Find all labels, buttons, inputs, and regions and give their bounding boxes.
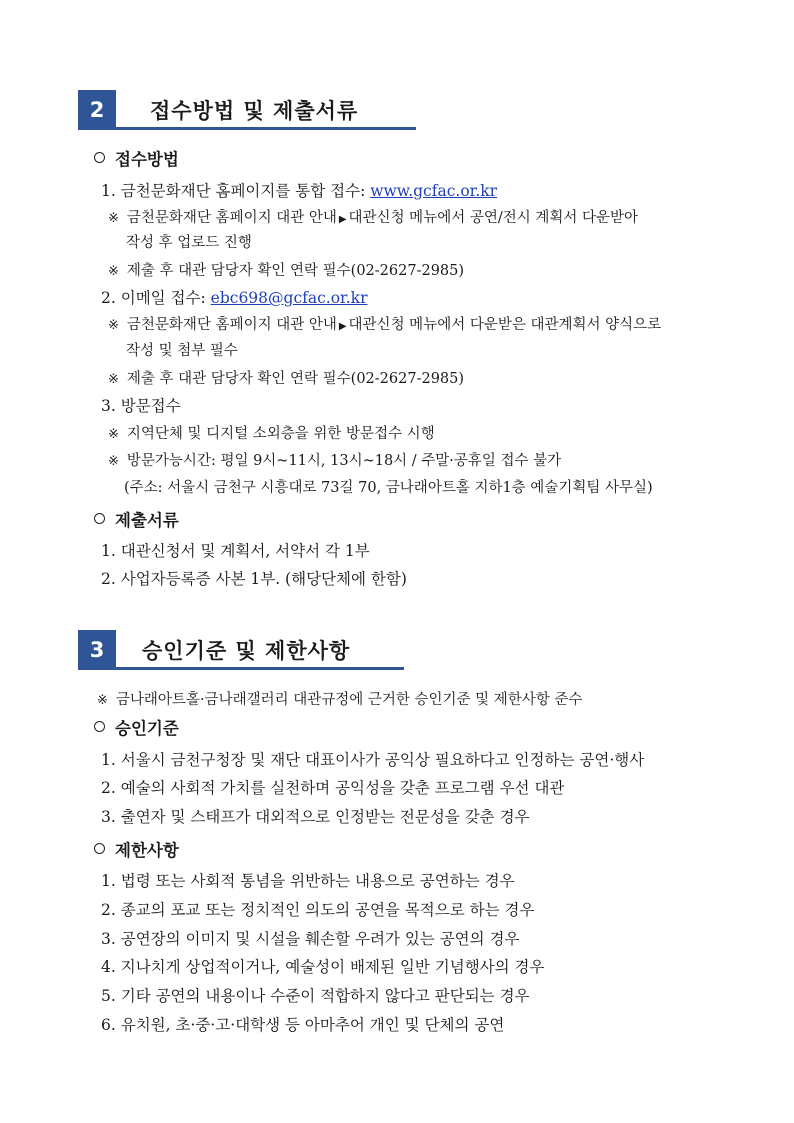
criteria-item: 2. 예술의 사회적 가치를 실천하며 공익성을 갖춘 프로그램 우선 대관: [101, 779, 565, 797]
criteria-heading: 승인기준: [94, 718, 179, 740]
circle-bullet-icon: [94, 843, 105, 854]
section-3-title: 승인기준 및 제한사항: [142, 639, 351, 663]
circle-bullet-icon: [94, 152, 105, 163]
email-link[interactable]: ebc698@gcfac.or.kr: [210, 289, 368, 307]
section-2-rule: [78, 127, 416, 130]
homepage-link[interactable]: www.gcfac.or.kr: [370, 182, 498, 200]
circle-bullet-icon: [94, 721, 105, 732]
reference-mark-icon: ※: [97, 693, 108, 708]
circle-bullet-icon: [94, 513, 105, 524]
method-note-1a-cont: 작성 후 업로드 진행: [126, 235, 252, 251]
reference-mark-icon: ※: [108, 372, 119, 387]
restrict-item: 3. 공연장의 이미지 및 시설을 훼손할 우려가 있는 공연의 경우: [101, 930, 520, 948]
method-note-1b: ※ 제출 후 대관 담당자 확인 연락 필수(02-2627-2985): [108, 263, 465, 279]
method-item-3: 3. 방문접수: [101, 397, 181, 415]
method-note-3b: ※ 방문가능시간: 평일 9시~11시, 13시~18시 / 주말·공휴일 접수 불가: [108, 453, 562, 469]
restrict-item: 6. 유치원, 초·중·고·대학생 등 아마추어 개인 및 단체의 공연: [101, 1016, 505, 1034]
restrict-item: 1. 법령 또는 사회적 통념을 위반하는 내용으로 공연하는 경우: [101, 872, 515, 890]
section-3-number: 3: [78, 630, 116, 670]
section-3-header: [78, 630, 350, 670]
method-note-3c: (주소: 서울시 금천구 시흥대로 73길 70, 금나래아트홀 지하1층 예술기획팀 사무실): [124, 480, 653, 496]
reference-mark-icon: ※: [108, 427, 119, 442]
docs-item: 1. 대관신청서 및 계획서, 서약서 각 1부: [101, 542, 370, 560]
method-note-2a-cont: 작성 및 첨부 필수: [126, 343, 238, 359]
restrict-item: 2. 종교의 포교 또는 정치적인 의도의 공연을 목적으로 하는 경우: [101, 901, 535, 919]
criteria-item: 1. 서울시 금천구청장 및 재단 대표이사가 공익상 필요하다고 인정하는 공연·행사: [101, 751, 645, 769]
reference-mark-icon: ※: [108, 318, 119, 333]
method-item-2: 2. 이메일 접수: ebc698@gcfac.or.kr: [101, 289, 368, 307]
restrict-item: 4. 지나치게 상업적이거나, 예술성이 배제된 일반 기념행사의 경우: [101, 958, 545, 976]
section-3-rule: [78, 667, 404, 670]
restrict-item: 5. 기타 공연의 내용이나 수준이 적합하지 않다고 판단되는 경우: [101, 987, 530, 1005]
method-heading: 접수방법: [94, 149, 179, 171]
method-note-2b: ※ 제출 후 대관 담당자 확인 연락 필수(02-2627-2985): [108, 371, 465, 387]
reference-mark-icon: ※: [108, 264, 119, 279]
docs-item: 2. 사업자등록증 사본 1부. (해당단체에 한함): [101, 570, 407, 588]
section-2-number: 2: [78, 90, 116, 130]
reference-mark-icon: ※: [108, 211, 119, 226]
method-note-3a: ※ 지역단체 및 디지털 소외층을 위한 방문접수 시행: [108, 426, 435, 442]
criteria-item: 3. 출연자 및 스태프가 대외적으로 인정받는 전문성을 갖춘 경우: [101, 808, 530, 826]
method-note-2a: ※ 금천문화재단 홈페이지 대관 안내 ▶ 대관신청 메뉴에서 다운받은 대관계획서 양식으로: [108, 317, 662, 333]
method-note-1a: ※ 금천문화재단 홈페이지 대관 안내 ▶ 대관신청 메뉴에서 공연/전시 계획서 다운받아: [108, 210, 638, 226]
rules-note: ※ 금나래아트홀·금나래갤러리 대관규정에 근거한 승인기준 및 제한사항 준수: [97, 692, 583, 708]
method-item-1: 1. 금천문화재단 홈페이지를 통합 접수: www.gcfac.or.kr: [101, 182, 498, 200]
restrict-heading: 제한사항: [94, 840, 179, 862]
section-2-header: [78, 90, 358, 130]
arrow-icon: ▶: [338, 214, 347, 225]
section-2-title: 접수방법 및 제출서류: [150, 99, 359, 123]
reference-mark-icon: ※: [108, 454, 119, 469]
docs-heading: 제출서류: [94, 510, 179, 532]
arrow-icon: ▶: [338, 321, 347, 332]
